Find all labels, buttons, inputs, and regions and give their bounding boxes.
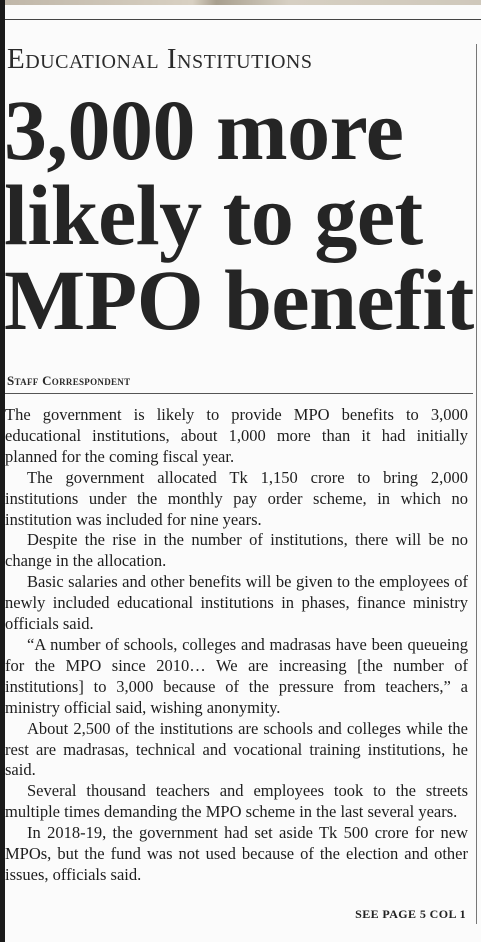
byline: Staff Correspondent: [7, 373, 131, 388]
article-paragraph: Despite the rise in the number of institutions, there will be no change in the allocation.: [5, 530, 468, 571]
headline: [4, 82, 478, 348]
section-kicker: Educational Institutions: [7, 43, 313, 75]
continuation-jump-line: SEE PAGE 5 COL 1: [355, 907, 466, 921]
article-paragraph: Several thousand teachers and employees took to the streets multiple times demanding the MPO scheme in the last several years.: [5, 781, 468, 822]
article-paragraph: In 2018-19, the government had set aside Tk 500 crore for new MPOs, but the fund was not used because of the election and other issues, officials said.: [5, 823, 468, 884]
headline-line-1: 3,000 more: [4, 82, 404, 178]
article-body: [5, 405, 468, 886]
top-rule: [5, 19, 481, 20]
article-paragraph: “A number of schools, colleges and madrasas have been queueing for the MPO since 2010… We are increasing [the number of institutions] to 3,000 because of the pressure from teachers,” a ministry official said, wishing anonymity.: [5, 634, 468, 717]
top-photo-edge: [0, 0, 481, 5]
article-paragraph: Basic salaries and other benefits will be given to the employees of newly included educational institutions in phases, finance ministry officials said.: [5, 572, 468, 634]
article-paragraph: The government allocated Tk 1,150 crore to bring 2,000 institutions under the monthly pay order scheme, in which no institution was included for nine years.: [5, 467, 468, 529]
article-paragraph: The government is likely to provide MPO benefits to 3,000 educational institutions, about 1,000 more than it had initially planned for the coming fiscal year.: [5, 405, 468, 466]
byline-rule: [5, 393, 473, 394]
article-paragraph: About 2,500 of the institutions are schools and colleges while the rest are madrasas, technical and vocational training institutions, he said.: [5, 718, 468, 780]
headline-line-3: MPO benefit: [4, 252, 474, 348]
headline-line-2: likely to get: [4, 167, 423, 263]
